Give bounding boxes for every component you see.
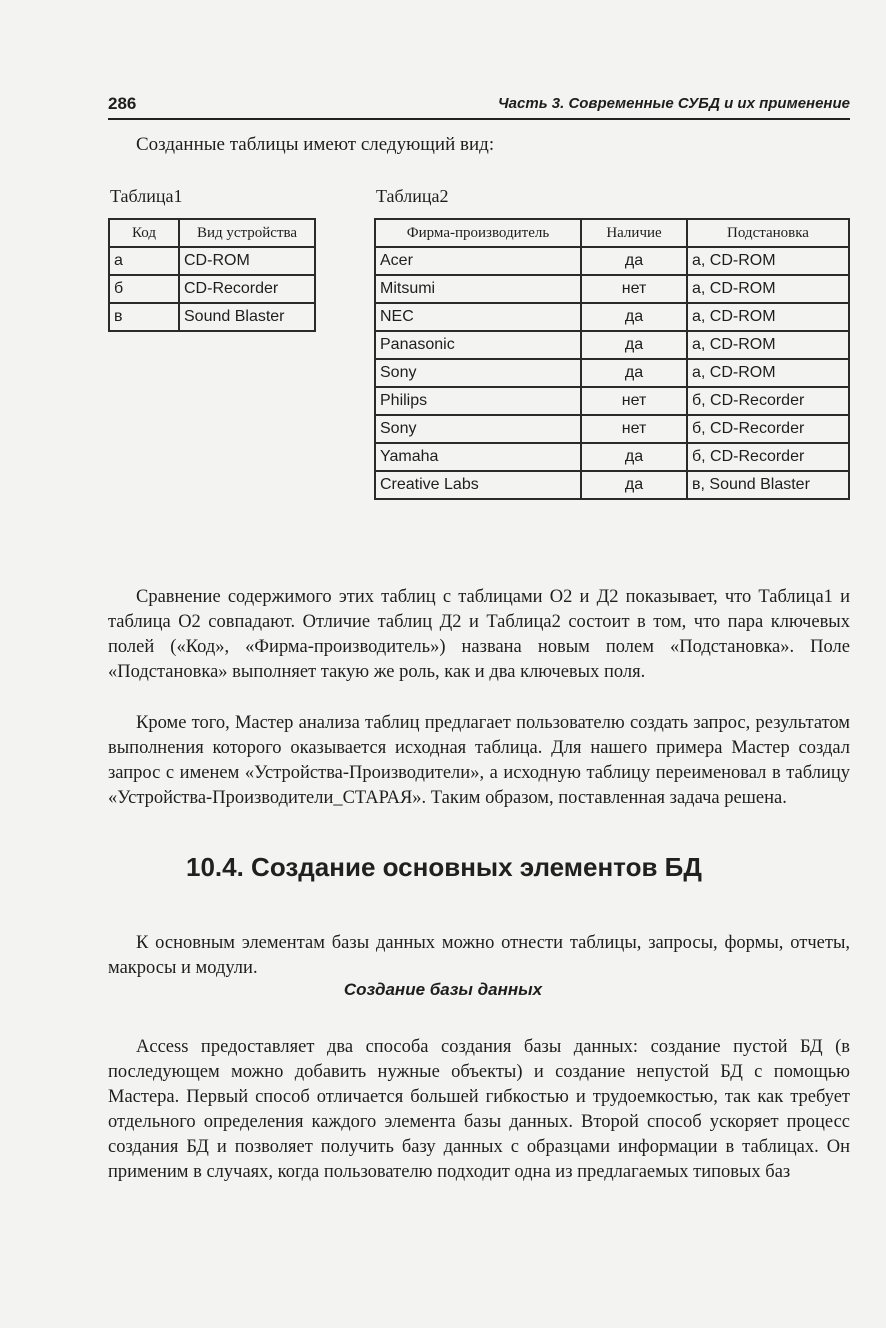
table-row <box>109 275 315 303</box>
table-cell: да <box>581 359 687 387</box>
table-row <box>375 471 849 499</box>
table-cell: а, CD-ROM <box>687 331 849 359</box>
table-cell: NEC <box>375 303 581 331</box>
table-cell: а, CD-ROM <box>687 275 849 303</box>
table-cell: а, CD-ROM <box>687 303 849 331</box>
column-header: Вид устройства <box>179 219 315 247</box>
table-cell: CD-Recorder <box>179 275 315 303</box>
table-cell: Creative Labs <box>375 471 581 499</box>
table-cell: нет <box>581 275 687 303</box>
table-cell: да <box>581 303 687 331</box>
table-cell: нет <box>581 415 687 443</box>
table-cell: Sony <box>375 359 581 387</box>
section-heading: 10.4. Создание основных элементов БД <box>186 852 702 882</box>
table-row <box>109 303 315 331</box>
table-cell: нет <box>581 387 687 415</box>
page-header <box>108 92 850 120</box>
paragraph-wizard-query: Кроме того, Мастер анализа таблиц предлагает пользователю создать запрос, результатом выполнения которого оказывается исходная таблица. Для нашего примера Мастер создал запрос с именем «Устройства-Производители», а исходную таблицу переименовал в таблицу «Устройства-Производители_СТАРАЯ». Таким образом, поставленная задача решена. <box>108 712 850 808</box>
table-cell: а, CD-ROM <box>687 359 849 387</box>
paragraph-access-methods: Access предоставляет два способа создания базы данных: создание пустой БД (в последующем можно добавить нужные объекты) и создание непустой БД с помощью Мастера. Первый способ отличается большей гибкостью и трудоемкостью, так как требует отдельного определения каждого элемента базы данных. Второй способ ускоряет процесс создания БД и позволяет получить базу данных с образцами информации в таблицах. Он применим в случаях, когда пользователю подходит одна из предлагаемых типовых баз <box>108 1036 850 1182</box>
table-row <box>375 359 849 387</box>
table-cell: б <box>109 275 179 303</box>
subsection-heading: Создание базы данных <box>343 980 543 999</box>
intro-line: Созданные таблицы имеют следующий вид: <box>136 134 495 155</box>
column-header: Код <box>109 219 179 247</box>
table-cell: б, CD-Recorder <box>687 415 849 443</box>
table-cell: да <box>581 331 687 359</box>
table-cell: в, Sound Blaster <box>687 471 849 499</box>
table-cell: Philips <box>375 387 581 415</box>
table1 <box>108 218 316 332</box>
column-header: Фирма-производитель <box>375 219 581 247</box>
table-header-row <box>375 219 849 247</box>
table-row <box>375 303 849 331</box>
table-cell: б, CD-Recorder <box>687 443 849 471</box>
page-number: 286 <box>108 94 137 113</box>
table-row <box>375 275 849 303</box>
table1-caption: Таблица1 <box>110 186 183 206</box>
table-cell: Yamaha <box>375 443 581 471</box>
table-row <box>375 247 849 275</box>
table-cell: Sound Blaster <box>179 303 315 331</box>
table-row <box>375 331 849 359</box>
paragraph-comparison: Сравнение содержимого этих таблиц с таблицами О2 и Д2 показывает, что Таблица1 и таблица О2 совпадают. Отличие таблиц Д2 и Таблица2 состоит в том, что пара ключевых полей («Код», «Фирма-производитель») названа новым полем «Подстановка». Поле «Подстановка» выполняет такую же роль, как и два ключевых поля. <box>108 586 850 682</box>
table-cell: да <box>581 471 687 499</box>
table-cell: в <box>109 303 179 331</box>
table2 <box>374 218 850 500</box>
table-row <box>109 247 315 275</box>
table-cell: Sony <box>375 415 581 443</box>
table-row <box>375 443 849 471</box>
column-header: Подстановка <box>687 219 849 247</box>
table2-caption: Таблица2 <box>376 186 449 206</box>
running-title: Часть 3. Современные СУБД и их применение <box>498 95 850 112</box>
table-row <box>375 387 849 415</box>
table-cell: Acer <box>375 247 581 275</box>
table-header-row <box>109 219 315 247</box>
table-cell: а <box>109 247 179 275</box>
paragraph-elements: К основным элементам базы данных можно отнести таблицы, запросы, формы, отчеты, макросы и модули. <box>108 932 850 978</box>
table-row <box>375 415 849 443</box>
table-cell: б, CD-Recorder <box>687 387 849 415</box>
table-cell: Panasonic <box>375 331 581 359</box>
table-cell: CD-ROM <box>179 247 315 275</box>
table-cell: да <box>581 443 687 471</box>
table-cell: Mitsumi <box>375 275 581 303</box>
column-header: Наличие <box>581 219 687 247</box>
table-cell: да <box>581 247 687 275</box>
table-cell: а, CD-ROM <box>687 247 849 275</box>
